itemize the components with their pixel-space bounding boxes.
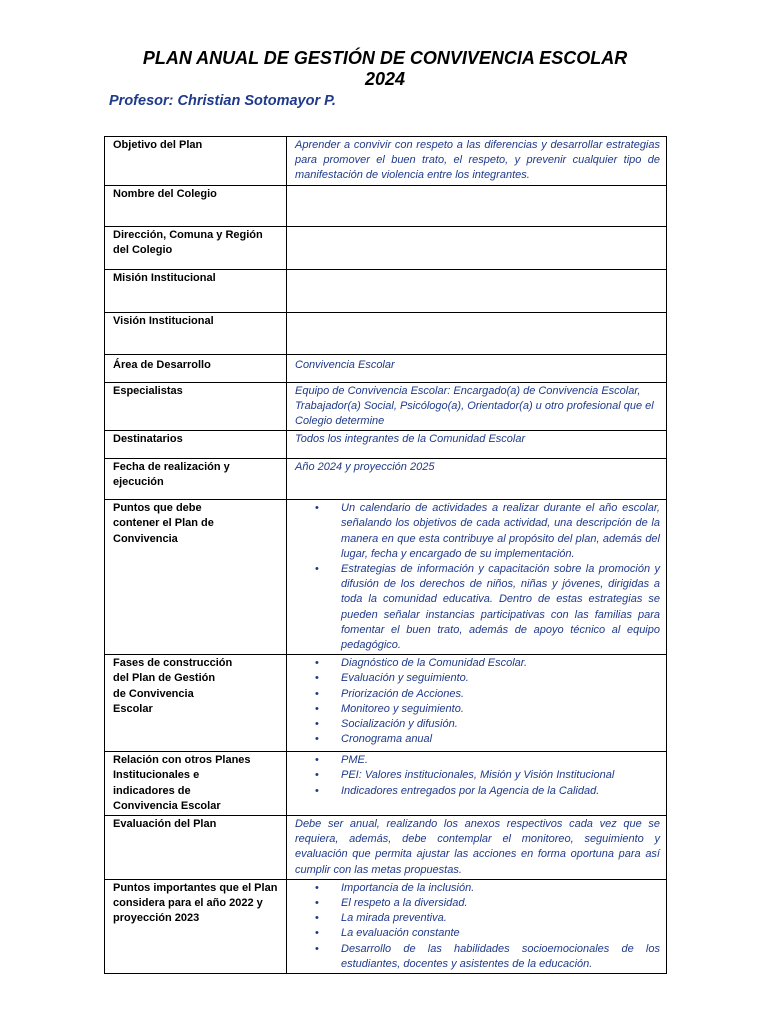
row-value bbox=[287, 655, 667, 752]
row-value: Año 2024 y proyección 2025 bbox=[287, 459, 667, 500]
bullet-icon: • bbox=[315, 927, 319, 940]
table-row-fecha bbox=[105, 459, 667, 500]
bullet-icon: • bbox=[315, 942, 319, 955]
list-item bbox=[295, 768, 660, 783]
list-item-text: PEI: Valores institucionales, Misión y Visión Institucional bbox=[341, 769, 615, 782]
list-item bbox=[295, 656, 660, 671]
row-value bbox=[287, 752, 667, 816]
list-item-text: Importancia de la inclusión. bbox=[341, 881, 475, 894]
row-value: Debe ser anual, realizando los anexos respectivos cada vez que se requiera, además, debe contemplar el monitoreo, seguimiento y evaluación que permita ajustar las acciones en forma oportuna para así cumplir con las metas propuestas. bbox=[287, 816, 667, 880]
list-item bbox=[295, 687, 660, 702]
list-item-text: El respeto a la diversidad. bbox=[341, 897, 468, 910]
row-label: Misión Institucional bbox=[105, 269, 287, 312]
bullet-icon: • bbox=[315, 784, 319, 797]
list-item-text: Monitoreo y seguimiento. bbox=[341, 702, 464, 715]
row-label: Nombre del Colegio bbox=[105, 185, 287, 226]
bullet-icon: • bbox=[315, 733, 319, 746]
table-row-area bbox=[105, 354, 667, 382]
list-item-text: Socialización y difusión. bbox=[341, 718, 458, 731]
list-item bbox=[295, 702, 660, 717]
bullet-icon: • bbox=[315, 502, 319, 515]
list-item-text: Estrategias de información y capacitación sobre la promoción y difusión de los derechos de niños, niñas y jóvenes, dirigidas a toda la comunidad educativa. Dentro de estas estrategias se pueden señalar instancias participativas con las familias para fomentar el buen trato, además de apoyo técnico al equipo pedagógico. bbox=[341, 563, 660, 652]
list-item bbox=[295, 896, 660, 911]
document-year: 2024 bbox=[364, 69, 406, 89]
row-label: Puntos importantes que el Plan considera para el año 2022 y proyección 2023 bbox=[105, 879, 287, 973]
list-item bbox=[295, 926, 660, 941]
list-item-text: Cronograma anual bbox=[341, 733, 433, 746]
label-line: Relación con otros Planes bbox=[113, 754, 251, 767]
list-item bbox=[295, 562, 660, 653]
list-item-text: PME. bbox=[341, 754, 368, 767]
row-label: Especialistas bbox=[105, 382, 287, 431]
bullet-icon: • bbox=[315, 657, 319, 670]
table-row-nombre bbox=[105, 185, 667, 226]
bullet-icon: • bbox=[315, 769, 319, 782]
table-row-importantes bbox=[105, 879, 667, 973]
bullet-icon: • bbox=[315, 718, 319, 731]
bullet-icon: • bbox=[315, 702, 319, 715]
row-label: Evaluación del Plan bbox=[105, 816, 287, 880]
list-item bbox=[295, 942, 660, 972]
label-line: Fases de construcción bbox=[113, 657, 233, 670]
table-row-evaluacion bbox=[105, 816, 667, 880]
row-value: Aprender a convivir con respeto a las diferencias y desarrollar estrategias para promover el buen trato, el respeto, y prevenir cualquier tipo de manifestación de violencia entre los integrantes. bbox=[287, 137, 667, 186]
author-line: Profesor: Christian Sotomayor P. bbox=[109, 93, 336, 109]
label-line: del Plan de Gestión bbox=[113, 672, 216, 685]
row-value bbox=[287, 500, 667, 655]
bullet-icon: • bbox=[315, 563, 319, 576]
label-line: Institucionales e bbox=[113, 769, 200, 782]
table-row-puntos bbox=[105, 500, 667, 655]
row-value bbox=[287, 312, 667, 354]
row-value bbox=[287, 185, 667, 226]
bullet-list bbox=[295, 753, 660, 799]
list-item-text: La mirada preventiva. bbox=[341, 912, 447, 925]
bullet-icon: • bbox=[315, 754, 319, 767]
row-value bbox=[287, 879, 667, 973]
table-row-direccion bbox=[105, 226, 667, 269]
list-item bbox=[295, 717, 660, 732]
row-label bbox=[105, 752, 287, 816]
row-label: Objetivo del Plan bbox=[105, 137, 287, 186]
bullet-list bbox=[295, 656, 660, 747]
row-value bbox=[287, 226, 667, 269]
bullet-icon: • bbox=[315, 672, 319, 685]
row-label: Fecha de realización y ejecución bbox=[105, 459, 287, 500]
label-line: Convivencia bbox=[113, 532, 178, 545]
row-label: Dirección, Comuna y Región del Colegio bbox=[105, 226, 287, 269]
list-item-text: Desarrollo de las habilidades socioemocionales de los estudiantes, docentes y asistentes de la educación. bbox=[341, 942, 660, 970]
list-item bbox=[295, 911, 660, 926]
row-label: Visión Institucional bbox=[105, 312, 287, 354]
label-line: Puntos que debe bbox=[113, 502, 202, 515]
list-item bbox=[295, 784, 660, 799]
table-row-relacion bbox=[105, 752, 667, 816]
row-label bbox=[105, 500, 287, 655]
table-row-destinatarios bbox=[105, 431, 667, 459]
list-item bbox=[295, 753, 660, 768]
list-item-text: Indicadores entregados por la Agencia de la Calidad. bbox=[341, 784, 600, 797]
bullet-list bbox=[295, 881, 660, 972]
label-line: Escolar bbox=[113, 702, 153, 715]
list-item-text: Priorización de Acciones. bbox=[341, 687, 465, 700]
bullet-icon: • bbox=[315, 897, 319, 910]
list-item-text: Evaluación y seguimiento. bbox=[341, 672, 469, 685]
plan-table bbox=[104, 136, 667, 974]
label-line: de Convivencia bbox=[113, 687, 194, 700]
row-value: Convivencia Escolar bbox=[287, 354, 667, 382]
label-line: Convivencia Escolar bbox=[113, 799, 221, 812]
list-item bbox=[295, 501, 660, 562]
list-item bbox=[295, 732, 660, 747]
row-label bbox=[105, 655, 287, 752]
list-item bbox=[295, 881, 660, 896]
table-row-vision bbox=[105, 312, 667, 354]
label-line: indicadores de bbox=[113, 784, 191, 797]
list-item-text: Un calendario de actividades a realizar durante el año escolar, señalando los objetivos de cada actividad, una descripción de la manera en que esta contribuye al propósito del plan, además del lugar, fecha y encargado de su implementación. bbox=[341, 502, 660, 560]
bullet-icon: • bbox=[315, 881, 319, 894]
row-value: Equipo de Convivencia Escolar: Encargado(a) de Convivencia Escolar, Trabajador(a) Social, Psicólogo(a), Orientador(a) u otro profesional que el Colegio determine bbox=[287, 382, 667, 431]
document-title: PLAN ANUAL DE GESTIÓN DE CONVIVENCIA ESCOLAR bbox=[142, 48, 628, 68]
row-value bbox=[287, 269, 667, 312]
table-row-mision bbox=[105, 269, 667, 312]
table-row-fases bbox=[105, 655, 667, 752]
list-item bbox=[295, 671, 660, 686]
bullet-icon: • bbox=[315, 912, 319, 925]
row-label: Área de Desarrollo bbox=[105, 354, 287, 382]
bullet-list bbox=[295, 501, 660, 653]
table-row-objetivo bbox=[105, 137, 667, 186]
label-line: contener el Plan de bbox=[113, 517, 214, 530]
table-row-especialistas bbox=[105, 382, 667, 431]
list-item-text: Diagnóstico de la Comunidad Escolar. bbox=[341, 657, 528, 670]
list-item-text: La evaluación constante bbox=[341, 927, 460, 940]
row-label: Destinatarios bbox=[105, 431, 287, 459]
row-value: Todos los integrantes de la Comunidad Escolar bbox=[287, 431, 667, 459]
bullet-icon: • bbox=[315, 687, 319, 700]
